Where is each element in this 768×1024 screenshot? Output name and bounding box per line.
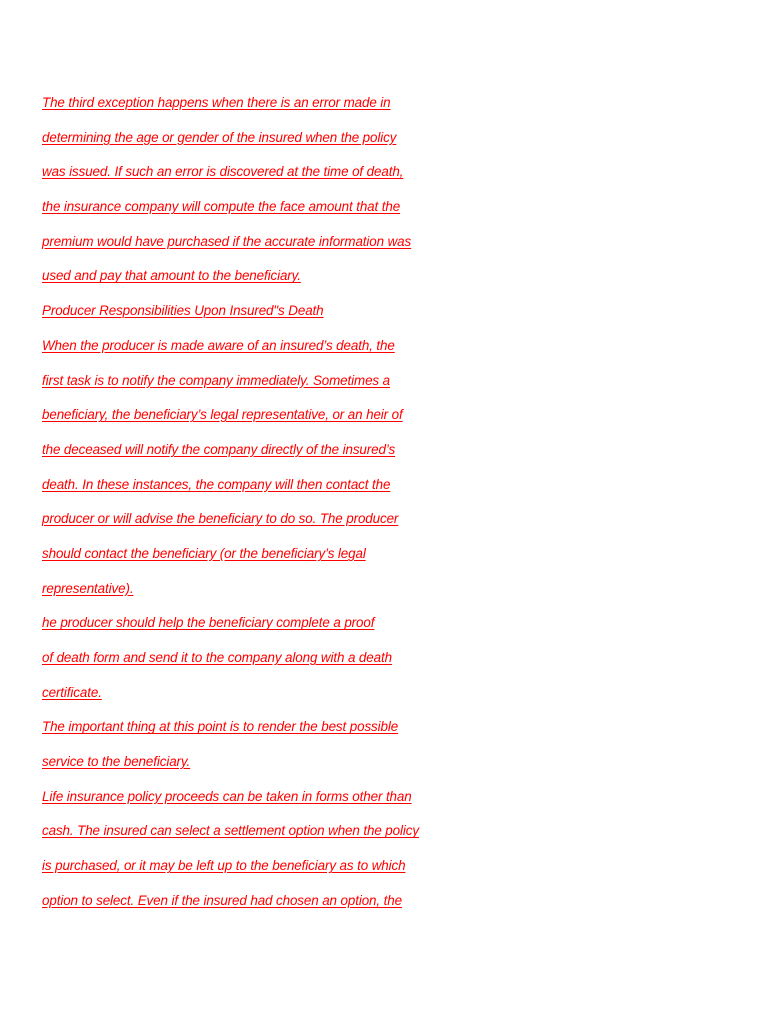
text-line: Life insurance policy proceeds can be taken in forms other than: [42, 788, 412, 804]
text-line: service to the beneficiary.: [42, 754, 191, 770]
text-line: representative).: [42, 580, 134, 596]
text-line: The important thing at this point is to render the best possible: [42, 719, 399, 735]
text-line: determining the age or gender of the insured when the policy: [42, 129, 397, 145]
text-line: premium would have purchased if the accurate information was: [42, 233, 412, 249]
text-line: option to select. Even if the insured had chosen an option, the: [42, 892, 402, 908]
text-line: the deceased will notify the company directly of the insured’s: [42, 441, 396, 457]
document-body: [42, 86, 462, 919]
text-line: producer or will advise the beneficiary to do so. The producer: [42, 511, 399, 527]
text-line: death. In these instances, the company will then contact the: [42, 476, 391, 492]
text-line: beneficiary, the beneficiary’s legal representative, or an heir of: [42, 407, 403, 423]
text-line: should contact the beneficiary (or the beneficiary’s legal: [42, 545, 366, 561]
text-line: The third exception happens when there is an error made in: [42, 95, 391, 110]
text-line: he producer should help the beneficiary complete a proof: [42, 615, 375, 631]
text-line: of death form and send it to the company along with a death: [42, 650, 392, 665]
text-line: certificate.: [42, 684, 102, 700]
text-line: used and pay that amount to the beneficiary.: [42, 268, 301, 284]
text-line: was issued. If such an error is discovered at the time of death,: [42, 164, 404, 180]
text-line: When the producer is made aware of an insured’s death, the: [42, 337, 395, 353]
text-line: first task is to notify the company immediately. Sometimes a: [42, 372, 390, 388]
section-heading: Producer Responsibilities Upon Insured"s Death: [42, 303, 324, 319]
text-line: is purchased, or it may be left up to the beneficiary as to which: [42, 858, 406, 874]
text-line: cash. The insured can select a settlement option when the policy: [42, 823, 419, 839]
text-line: the insurance company will compute the face amount that the: [42, 199, 401, 215]
